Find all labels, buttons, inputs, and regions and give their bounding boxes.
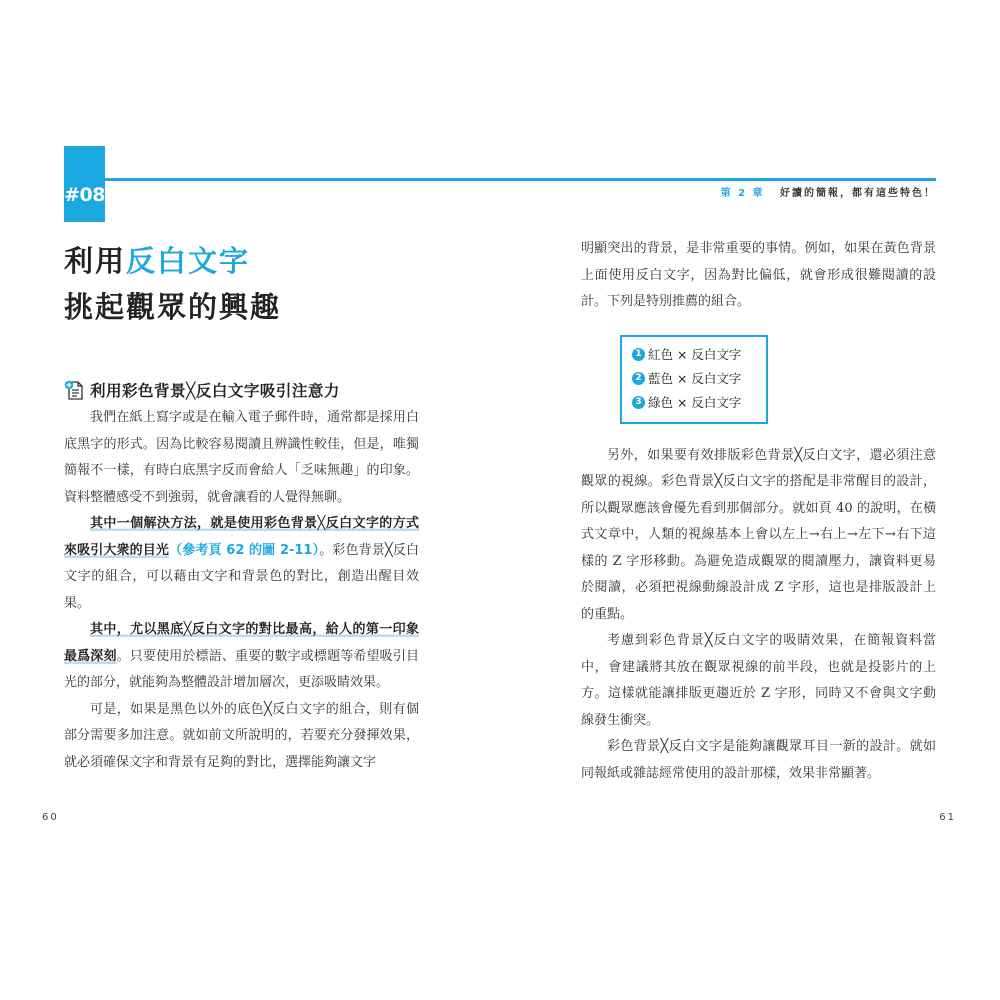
- left-paragraph-1: 我們在紙上寫字或是在輸入電子郵件時，通常都是採用白底黑字的形式。因為比較容易閱讀且辨識性較佳，但是，唯獨簡報不一樣，有時白底黑字反而會給人「乏味無趣」的印象。資料整體感受不到強弱，就會讓看的人覺得無聊。: [64, 410, 419, 505]
- chapter-label: 第 2 章: [720, 188, 765, 199]
- section-tag: #08: [64, 184, 105, 206]
- running-title: 好讀的簡報，都有這些特色！: [780, 188, 936, 199]
- right-column: [581, 236, 936, 787]
- header-rule: [105, 178, 936, 181]
- running-head: [721, 184, 936, 199]
- page-number-right: 61: [939, 812, 956, 823]
- left-paragraph-3: [64, 617, 419, 697]
- combo-item: [632, 343, 750, 367]
- paragraph-text: 。只要使用於標語、重要的數字或標題等希望吸引目光的部分，就能夠為整體設計增加層次，更添吸睛效果。: [64, 648, 419, 690]
- combo-label: 紅色 × 反白文字: [648, 346, 742, 362]
- combo-item: [632, 391, 750, 415]
- section-heading-text: 利用彩色背景╳反白文字吸引注意力: [90, 382, 340, 400]
- combo-label: 綠色 × 反白文字: [648, 394, 742, 410]
- figure-reference-link: （參考頁 62 的圖 2-11）: [169, 542, 320, 558]
- number-badge: 2: [632, 372, 645, 385]
- page-title: [64, 238, 281, 330]
- right-paragraph-3: 彩色背景╳反白文字是能夠讓觀眾耳目一新的設計。就如同報紙或雜誌經常使用的設計那樣，效果非常顯著。: [581, 739, 936, 781]
- right-paragraph-0: 明顯突出的背景，是非常重要的事情。例如，如果在黃色背景上面使用反白文字，因為對比偏低，就會形成很難閱讀的設計。下列是特別推薦的組合。: [581, 241, 936, 309]
- left-column: [64, 405, 419, 776]
- document-plus-icon: [64, 379, 84, 401]
- paragraph-text: 。彩色背景╳反白文字的組合，可以藉由文字和背景色的對比，創造出醒目效果。: [64, 542, 420, 611]
- right-paragraph-2: 考慮到彩色背景╳反白文字的吸睛效果，在簡報資料當中，會建議將其放在觀眾視線的前半段，也就是投影片的上方。這樣就能讓排版更趨近於 Z 字形，同時又不會與文字動線發生衝突。: [581, 633, 936, 728]
- section-heading: [64, 376, 340, 404]
- title-highlight: 反白文字: [126, 244, 251, 278]
- number-badge: 1: [632, 348, 645, 361]
- emphasis-text: 其中一個解決方法，就是使用彩色背景╳反白文字的方式來吸引大衆的目光: [64, 516, 419, 558]
- title-line-2: 挑起觀眾的興趣: [64, 290, 282, 324]
- page-number-left: 60: [42, 812, 59, 823]
- combo-label: 藍色 × 反白文字: [648, 370, 742, 386]
- recommended-combinations-box: [620, 335, 768, 424]
- left-paragraph-2: [64, 511, 419, 617]
- title-prefix: 利用: [64, 244, 127, 278]
- title-line-1: [64, 238, 281, 284]
- left-paragraph-4: 可是，如果是黑色以外的底色╳反白文字的組合，則有個部分需要多加注意。就如前文所說明的，若要充分發揮效果，就必須確保文字和背景有足夠的對比，選擇能夠讓文字: [64, 701, 419, 770]
- emphasis-text: 其中，尤以黑底╳反白文字的對比最高，給人的第一印象最爲深刻: [64, 622, 419, 664]
- number-badge: 3: [632, 396, 645, 409]
- combo-item: [632, 367, 750, 391]
- right-paragraph-1: 另外，如果要有效排版彩色背景╳反白文字，還必須注意觀眾的視線。彩色背景╳反白文字的搭配是非常醒目的設計，所以觀眾應該會優先看到那個部分。就如頁 40 的說明，在橫式文章中，人類的視線基本上會以左上→右上→左下→右下這樣的 Z 字形移動。為避免造成觀眾的閱讀壓力，讓資料更易於閱讀，必須把視線動線設計成 Z 字形，這也是排版設計上的重點。: [581, 447, 936, 622]
